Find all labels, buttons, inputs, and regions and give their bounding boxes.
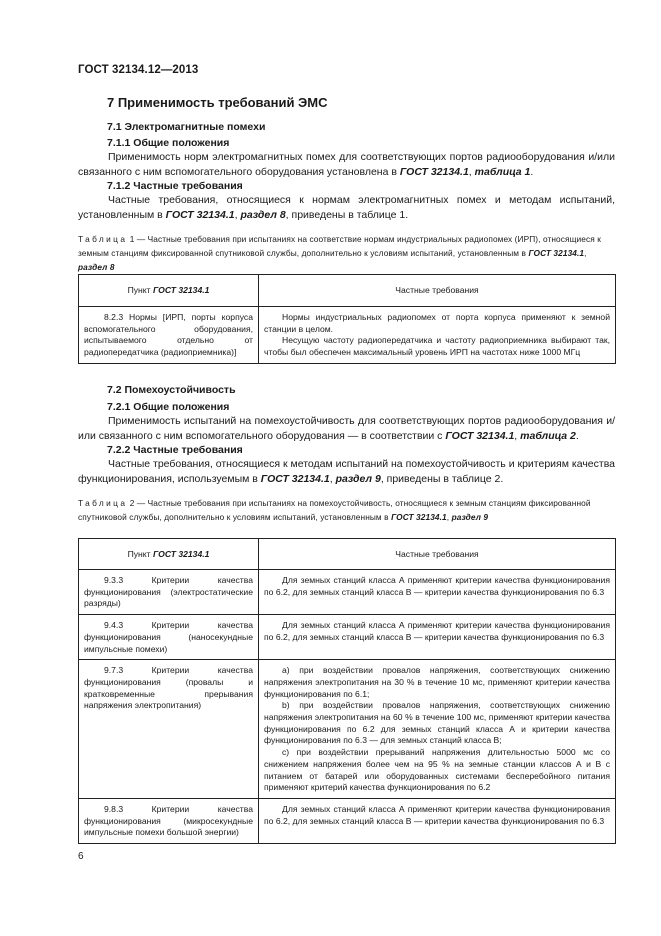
table-2-item-cell: 9.3.3 Критерии качества функционирования (электростатические разряды) [79,570,259,615]
ref-section: раздел 9 [335,472,381,485]
ref-gost: ГОСТ 32134.1 [445,429,515,442]
table-row [79,570,616,615]
table-2-requirement-cell: Для земных станций класса А применяют критерии качества функционирования по 6.2, для земных станций класса В — критерии качества функционирования по 6.3 [259,798,616,843]
table-row [79,615,616,660]
section-7-2-2-body: Частные требования, относящиеся к методам испытаний на помехоустойчивость и критериям качества функционирования, используемым в ГОСТ 32134.1, раздел 9, приведены в таблице 2. [78,458,615,485]
table-row [79,660,616,799]
ref-table: таблица 1 [474,165,531,178]
page-number: 6 [78,851,84,862]
ref-section: раздел 8 [240,208,286,221]
table-2-caption: Таблица 2 — Частные требования при испытаниях на помехоустойчивость, относящиеся к земным станциям фиксированной спутниковой службы, дополнительно к условиям испытаний, установленным в ГОСТ 32134.1, раздел 9 [78,498,591,522]
table-1-col-requirements-header: Частные требования [259,275,616,307]
section-7-1-title: 7.1 Электромагнитные помехи [107,121,266,133]
table-2-requirement-cell: Для земных станций класса А применяют критерии качества функционирования по 6.2, для земных станций класса В — критерии качества функционирования по 6.3 [259,570,616,615]
section-7-1-1-body: Применимость норм электромагнитных помех для соответствующих портов радиооборудования и/или связанного с ним вспомогательного оборудования установлена в ГОСТ 32134.1, таблица 1. [78,151,615,178]
table-2-item-cell: 9.7.3 Критерии качества функционирования (провалы и кратковременные прерывания напряжения электропитания) [79,660,259,799]
section-7-title: 7 Применимость требований ЭМС [107,95,328,110]
table-1-header-row [79,275,616,307]
document-id-header: ГОСТ 32134.12—2013 [78,64,199,76]
table-1-caption: Таблица 1 — Частные требования при испытаниях на соответствие нормам индустриальных радиопомех (ИРП), относящиеся к земным станциям фиксированной спутниковой службы, дополнительно к условиям испытаний, установленным в ГОСТ 32134.1, раздел 8 [78,234,601,272]
section-7-2-title: 7.2 Помехоустойчивость [107,384,236,396]
table-1 [78,274,616,364]
ref-gost: ГОСТ 32134.1 [399,165,469,178]
table-2-col-requirements-header: Частные требования [259,539,616,570]
table-2-item-cell: 9.4.3 Критерии качества функционирования (наносекундные импульсные помехи) [79,615,259,660]
section-7-1-1-title: 7.1.1 Общие положения [107,137,230,149]
table-1-item-cell: 8.2.3 Нормы [ИРП, порты корпуса вспомогательного оборудования, испытываемого отдельно от радиопередатчика (радиоприемника)] [79,307,259,364]
table-row [79,307,616,364]
ref-gost: ГОСТ 32134.1 [165,208,235,221]
table-2-requirement-cell: Для земных станций класса А применяют критерии качества функционирования по 6.2, для земных станций класса В — критерии качества функционирования по 6.3 [259,615,616,660]
table-2 [78,538,616,844]
section-7-2-1-body: Применимость испытаний на помехоустойчивость для соответствующих портов радиооборудования и/или связанного с ним вспомогательного оборудования — в соответствии с ГОСТ 32134.1, таблица 2. [78,415,615,442]
section-7-2-1-title: 7.2.1 Общие положения [107,401,230,413]
table-1-requirement-cell: Нормы индустриальных радиопомех от порта корпуса применяют к земной станции в целом. Несущую частоту радиопередатчика и частоту радиоприемника выбирают так, чтобы был обеспечен максимальный уровень ИРП на частотах ниже 1000 МГц [259,307,616,364]
ref-gost: ГОСТ 32134.1 [260,472,330,485]
section-7-1-2-title: 7.1.2 Частные требования [107,180,243,192]
ref-table: таблица 2 [520,429,576,442]
table-2-header-row [79,539,616,570]
table-2-col-item-header: Пункт ГОСТ 32134.1 [79,539,259,570]
table-2-item-cell: 9.8.3 Критерии качества функционирования (микросекундные импульсные помехи большой энергии) [79,798,259,843]
section-7-2-2-title: 7.2.2 Частные требования [107,444,243,456]
table-row [79,798,616,843]
table-2-requirement-cell: а) при воздействии провалов напряжения, соответствующих снижению напряжения электропитания на 30 % в течение 10 мс, применяют критерии качества функционирования по 6.1; b) при воздействии провалов напряжения, соответствующих снижению напряжения электропитания на 60 % в течение 100 мс, применяют критерии качества функционирования по 6.2 для земных станций класса А и критерии качества функционирования по 6.3 — для земных станций класса В; c) при воздействии прерываний напряжения длительностью 5000 мс со снижением напряжения более чем на 95 % на земные станции классов А и В с питанием от батарей или оборудованных системами бесперебойного питания применяют критерий качества функционирования по 6.2 [259,660,616,799]
section-7-1-2-body: Частные требования, относящиеся к нормам электромагнитных помех и методам испытаний, установленным в ГОСТ 32134.1, раздел 8, приведены в таблице 1. [78,194,615,221]
table-1-col-item-header: Пункт ГОСТ 32134.1 [79,275,259,307]
